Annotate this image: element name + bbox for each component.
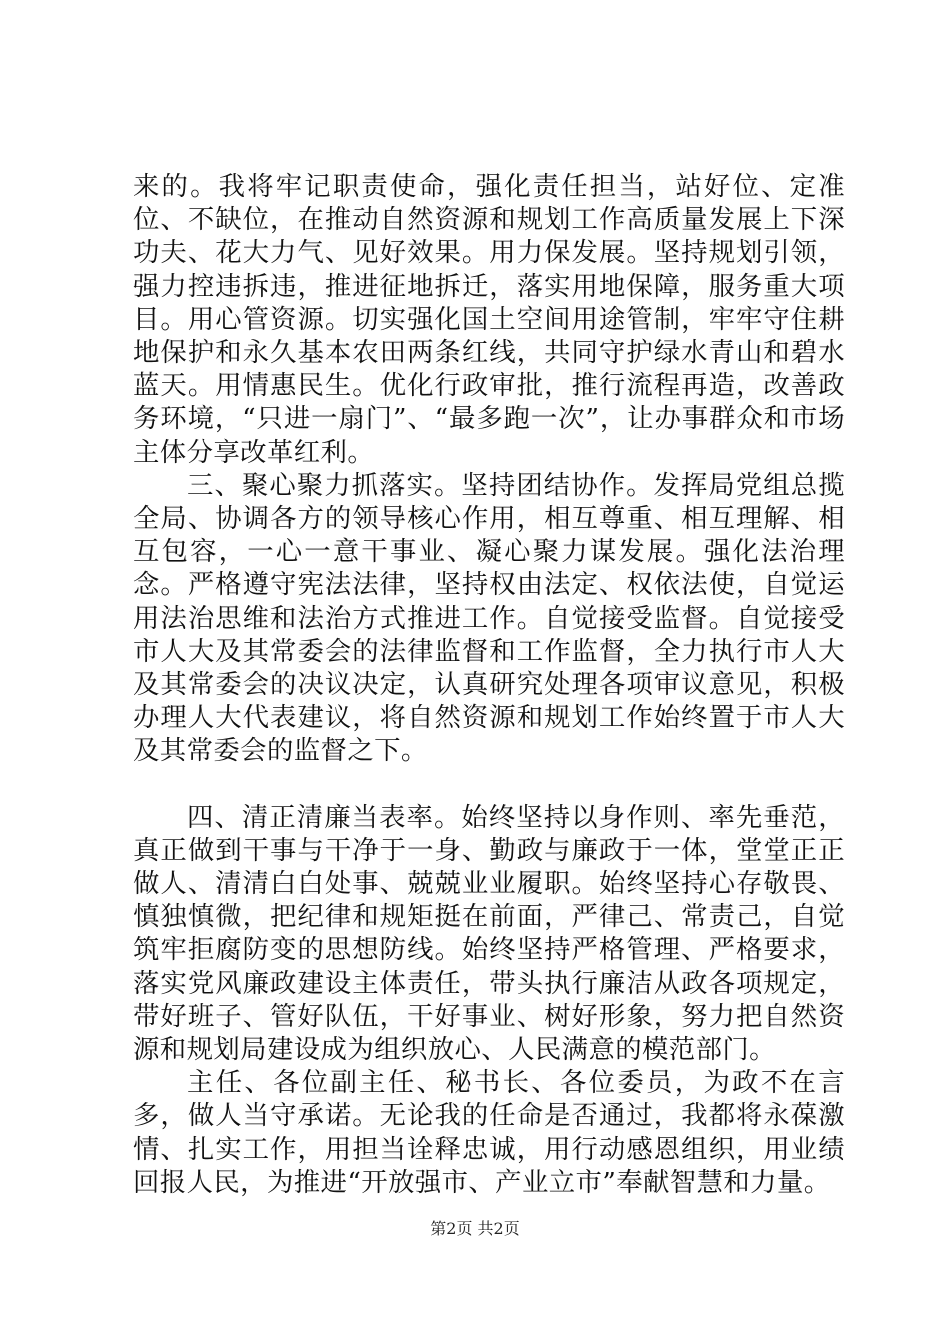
- paragraph-closing: 主任、各位副主任、秘书长、各位委员，为政不在言多，做人当守承诺。无论我的任命是否通过，我都将永葆激情、扎实工作，用担当诠释忠诚，用行动感恩组织，用业绩回报人民，为推进“开放强市、产业立市”奉献智慧和力量。: [133, 1067, 845, 1198]
- document-body: [133, 170, 845, 1199]
- paragraph-section-four: 四、清正清廉当表率。始终坚持以身作则、率先垂范，真正做到干事与干净于一身、勤政与廉政于一体，堂堂正正做人、清清白白处事、兢兢业业履职。始终坚持心存敬畏、慎独慎微，把纪律和规矩挺在前面，严律己、常责己，自觉筑牢拒腐防变的思想防线。始终坚持严格管理、严格要求，落实党风廉政建设主体责任，带头执行廉洁从政各项规定，带好班子、管好队伍，干好事业、树好形象，努力把自然资源和规划局建设成为组织放心、人民满意的模范部门。: [133, 801, 845, 1066]
- page-number-footer: 第2页 共2页: [430, 1219, 520, 1238]
- paragraph-section-three: 三、聚心聚力抓落实。坚持团结协作。发挥局党组总揽全局、协调各方的领导核心作用，相互尊重、相互理解、相互包容，一心一意干事业、凝心聚力谋发展。强化法治理念。严格遵守宪法法律，坚持权由法定、权依法使，自觉运用法治思维和法治方式推进工作。自觉接受监督。自觉接受市人大及其常委会的法律监督和工作监督，全力执行市人大及其常委会的决议决定，认真研究处理各项审议意见，积极办理人大代表建议，将自然资源和规划工作始终置于市人大及其常委会的监督之下。: [133, 469, 845, 767]
- paragraph-continuation: 来的。我将牢记职责使命，强化责任担当，站好位、定准位、不缺位，在推动自然资源和规划工作高质量发展上下深功夫、花大力气、见好效果。用力保发展。坚持规划引领，强力控违拆违，推进征地拆迁，落实用地保障，服务重大项目。用心管资源。切实强化国土空间用途管制，牢牢守住耕地保护和永久基本农田两条红线，共同守护绿水青山和碧水蓝天。用情惠民生。优化行政审批，推行流程再造，改善政务环境，“只进一扇门”、“最多跑一次”，让办事群众和市场主体分享改革红利。: [133, 171, 845, 468]
